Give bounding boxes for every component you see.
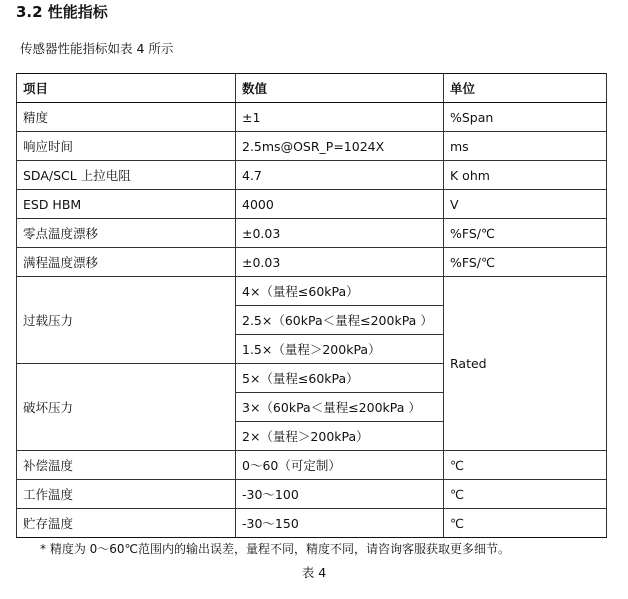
row-value: -30～150 — [236, 509, 444, 538]
table-row — [17, 451, 607, 480]
table-row — [17, 103, 607, 132]
overload-label: 过载压力 — [17, 277, 236, 364]
table-row — [17, 509, 607, 538]
row-value: -30～100 — [236, 480, 444, 509]
row-value: 4.7 — [236, 161, 444, 190]
header-unit: 单位 — [444, 74, 607, 103]
row-label: 零点温度漂移 — [17, 219, 236, 248]
row-unit: ms — [444, 132, 607, 161]
row-value: 4000 — [236, 190, 444, 219]
row-unit: K ohm — [444, 161, 607, 190]
table-row-overload — [17, 277, 607, 306]
table-header-row — [17, 74, 607, 103]
spec-table — [16, 73, 607, 538]
table-row — [17, 480, 607, 509]
row-unit: V — [444, 190, 607, 219]
row-value: 2.5ms@OSR_P=1024X — [236, 132, 444, 161]
row-value: ±0.03 — [236, 248, 444, 277]
burst-value: 2×（量程＞200kPa） — [236, 422, 444, 451]
table-row — [17, 219, 607, 248]
table-row — [17, 248, 607, 277]
row-unit: ℃ — [444, 451, 607, 480]
overload-value: 4×（量程≤60kPa） — [236, 277, 444, 306]
row-label: 精度 — [17, 103, 236, 132]
section-heading: 3.2 性能指标 — [16, 3, 108, 21]
burst-value: 5×（量程≤60kPa） — [236, 364, 444, 393]
table-row — [17, 190, 607, 219]
table-row — [17, 132, 607, 161]
overload-value: 1.5×（量程＞200kPa） — [236, 335, 444, 364]
row-unit: ℃ — [444, 480, 607, 509]
table-caption: 表 4 — [301, 565, 327, 580]
row-value: 0～60（可定制） — [236, 451, 444, 480]
row-label: 满程温度漂移 — [17, 248, 236, 277]
row-label: 响应时间 — [17, 132, 236, 161]
table-row — [17, 161, 607, 190]
row-label: SDA/SCL 上拉电阻 — [17, 161, 236, 190]
burst-value: 3×（60kPa＜量程≤200kPa ） — [236, 393, 444, 422]
header-value: 数值 — [236, 74, 444, 103]
header-item: 项目 — [17, 74, 236, 103]
row-value: ±0.03 — [236, 219, 444, 248]
row-label: 补偿温度 — [17, 451, 236, 480]
row-label: 工作温度 — [17, 480, 236, 509]
row-unit: %FS/℃ — [444, 248, 607, 277]
row-unit: %Span — [444, 103, 607, 132]
row-unit: ℃ — [444, 509, 607, 538]
row-label: 贮存温度 — [17, 509, 236, 538]
intro-text: 传感器性能指标如表 4 所示 — [20, 41, 174, 56]
row-value: ±1 — [236, 103, 444, 132]
burst-label: 破坏压力 — [17, 364, 236, 451]
row-unit: %FS/℃ — [444, 219, 607, 248]
pressure-unit: Rated — [444, 277, 607, 451]
row-label: ESD HBM — [17, 190, 236, 219]
overload-value: 2.5×（60kPa＜量程≤200kPa ） — [236, 306, 444, 335]
footnote: * 精度为 0～60℃范围内的输出误差，量程不同，精度不同，请咨询客服获取更多细节。 — [40, 542, 511, 556]
